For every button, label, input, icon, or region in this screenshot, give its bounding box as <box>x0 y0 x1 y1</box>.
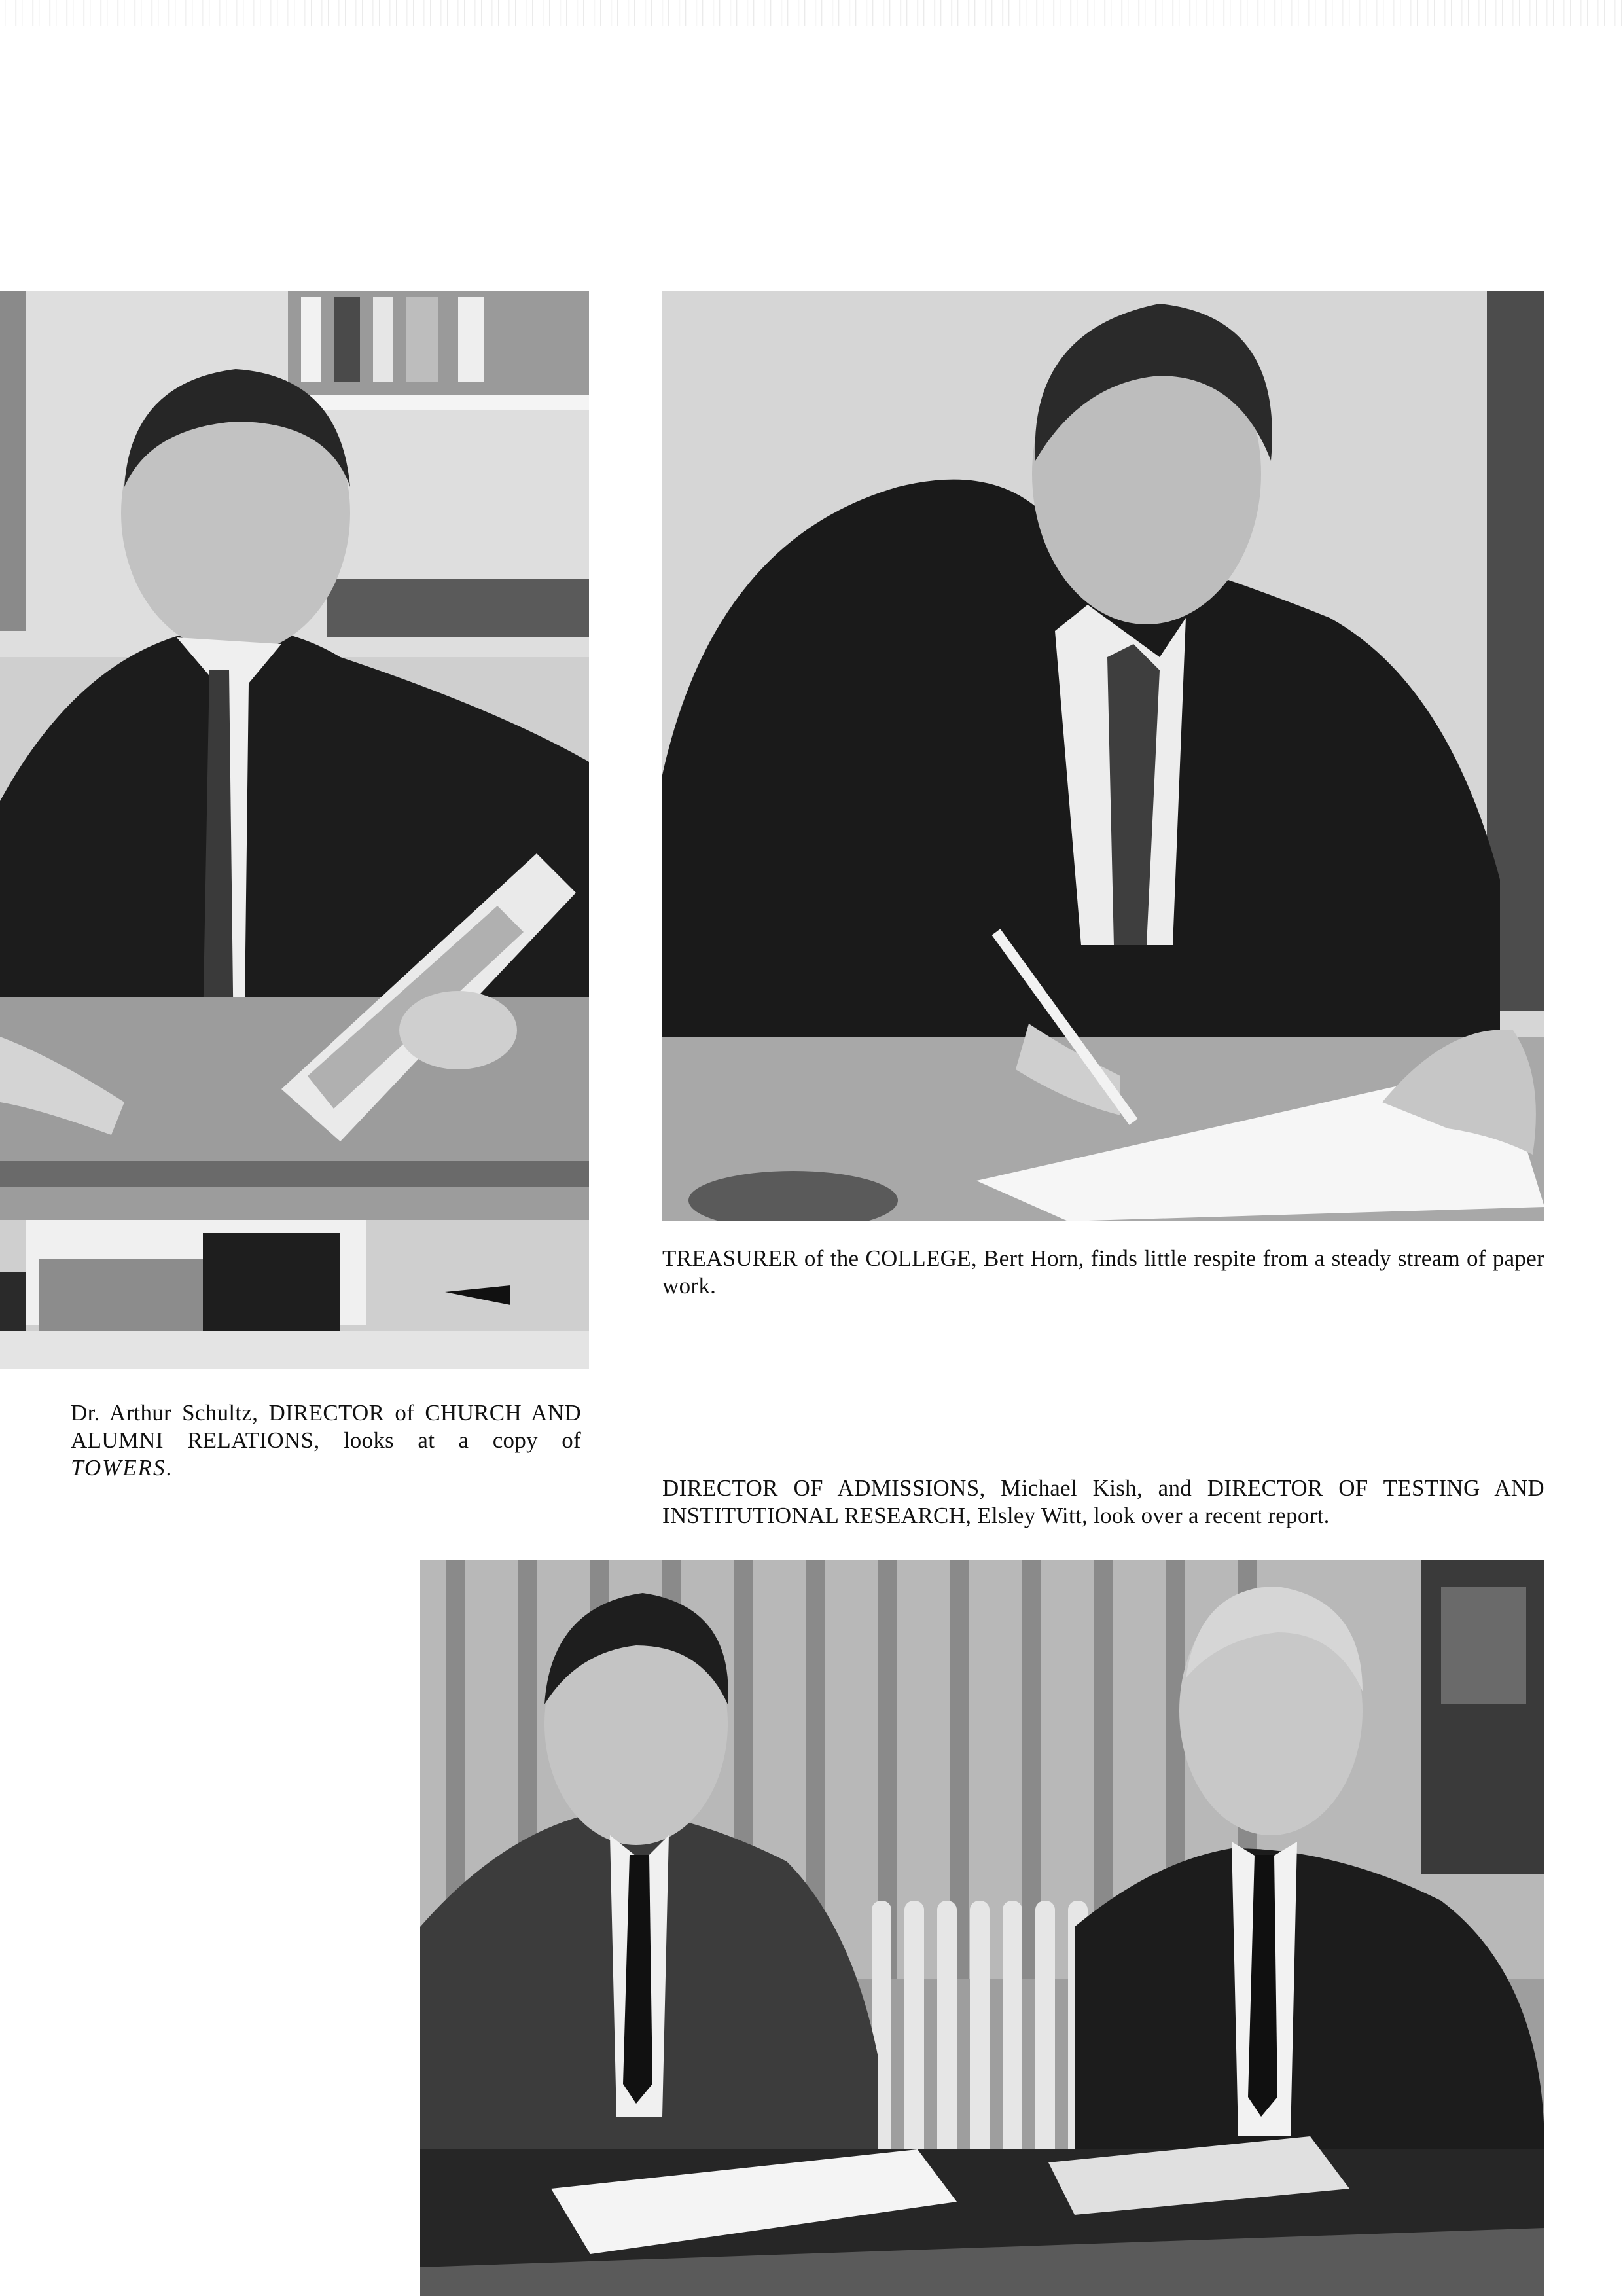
photo-bert-horn <box>662 291 1544 1221</box>
photo-arthur-schultz <box>0 291 589 1369</box>
caption-schultz-tail: . <box>166 1455 172 1480</box>
caption-kish-and-witt: DIRECTOR OF ADMISSIONS, Michael Kish, and DIRECTOR OF TESTING AND INSTITUTIONAL RESEARCH, Elsley Witt, look over a recent report. <box>662 1475 1544 1528</box>
caption-schultz-publication: TOWERS <box>71 1455 166 1480</box>
caption-schultz-lead: Dr. Arthur Schultz, DIRECTOR of CHURCH AND ALUMNI RELATIONS, looks at a copy of <box>71 1400 581 1453</box>
photo-kish-and-witt <box>420 1560 1544 2296</box>
caption-bert-horn: TREASURER of the COLLEGE, Bert Horn, finds little respite from a steady stream of paper work. <box>662 1246 1544 1299</box>
caption-arthur-schultz <box>71 1399 581 1482</box>
scan-edge-artifact <box>0 0 1623 26</box>
